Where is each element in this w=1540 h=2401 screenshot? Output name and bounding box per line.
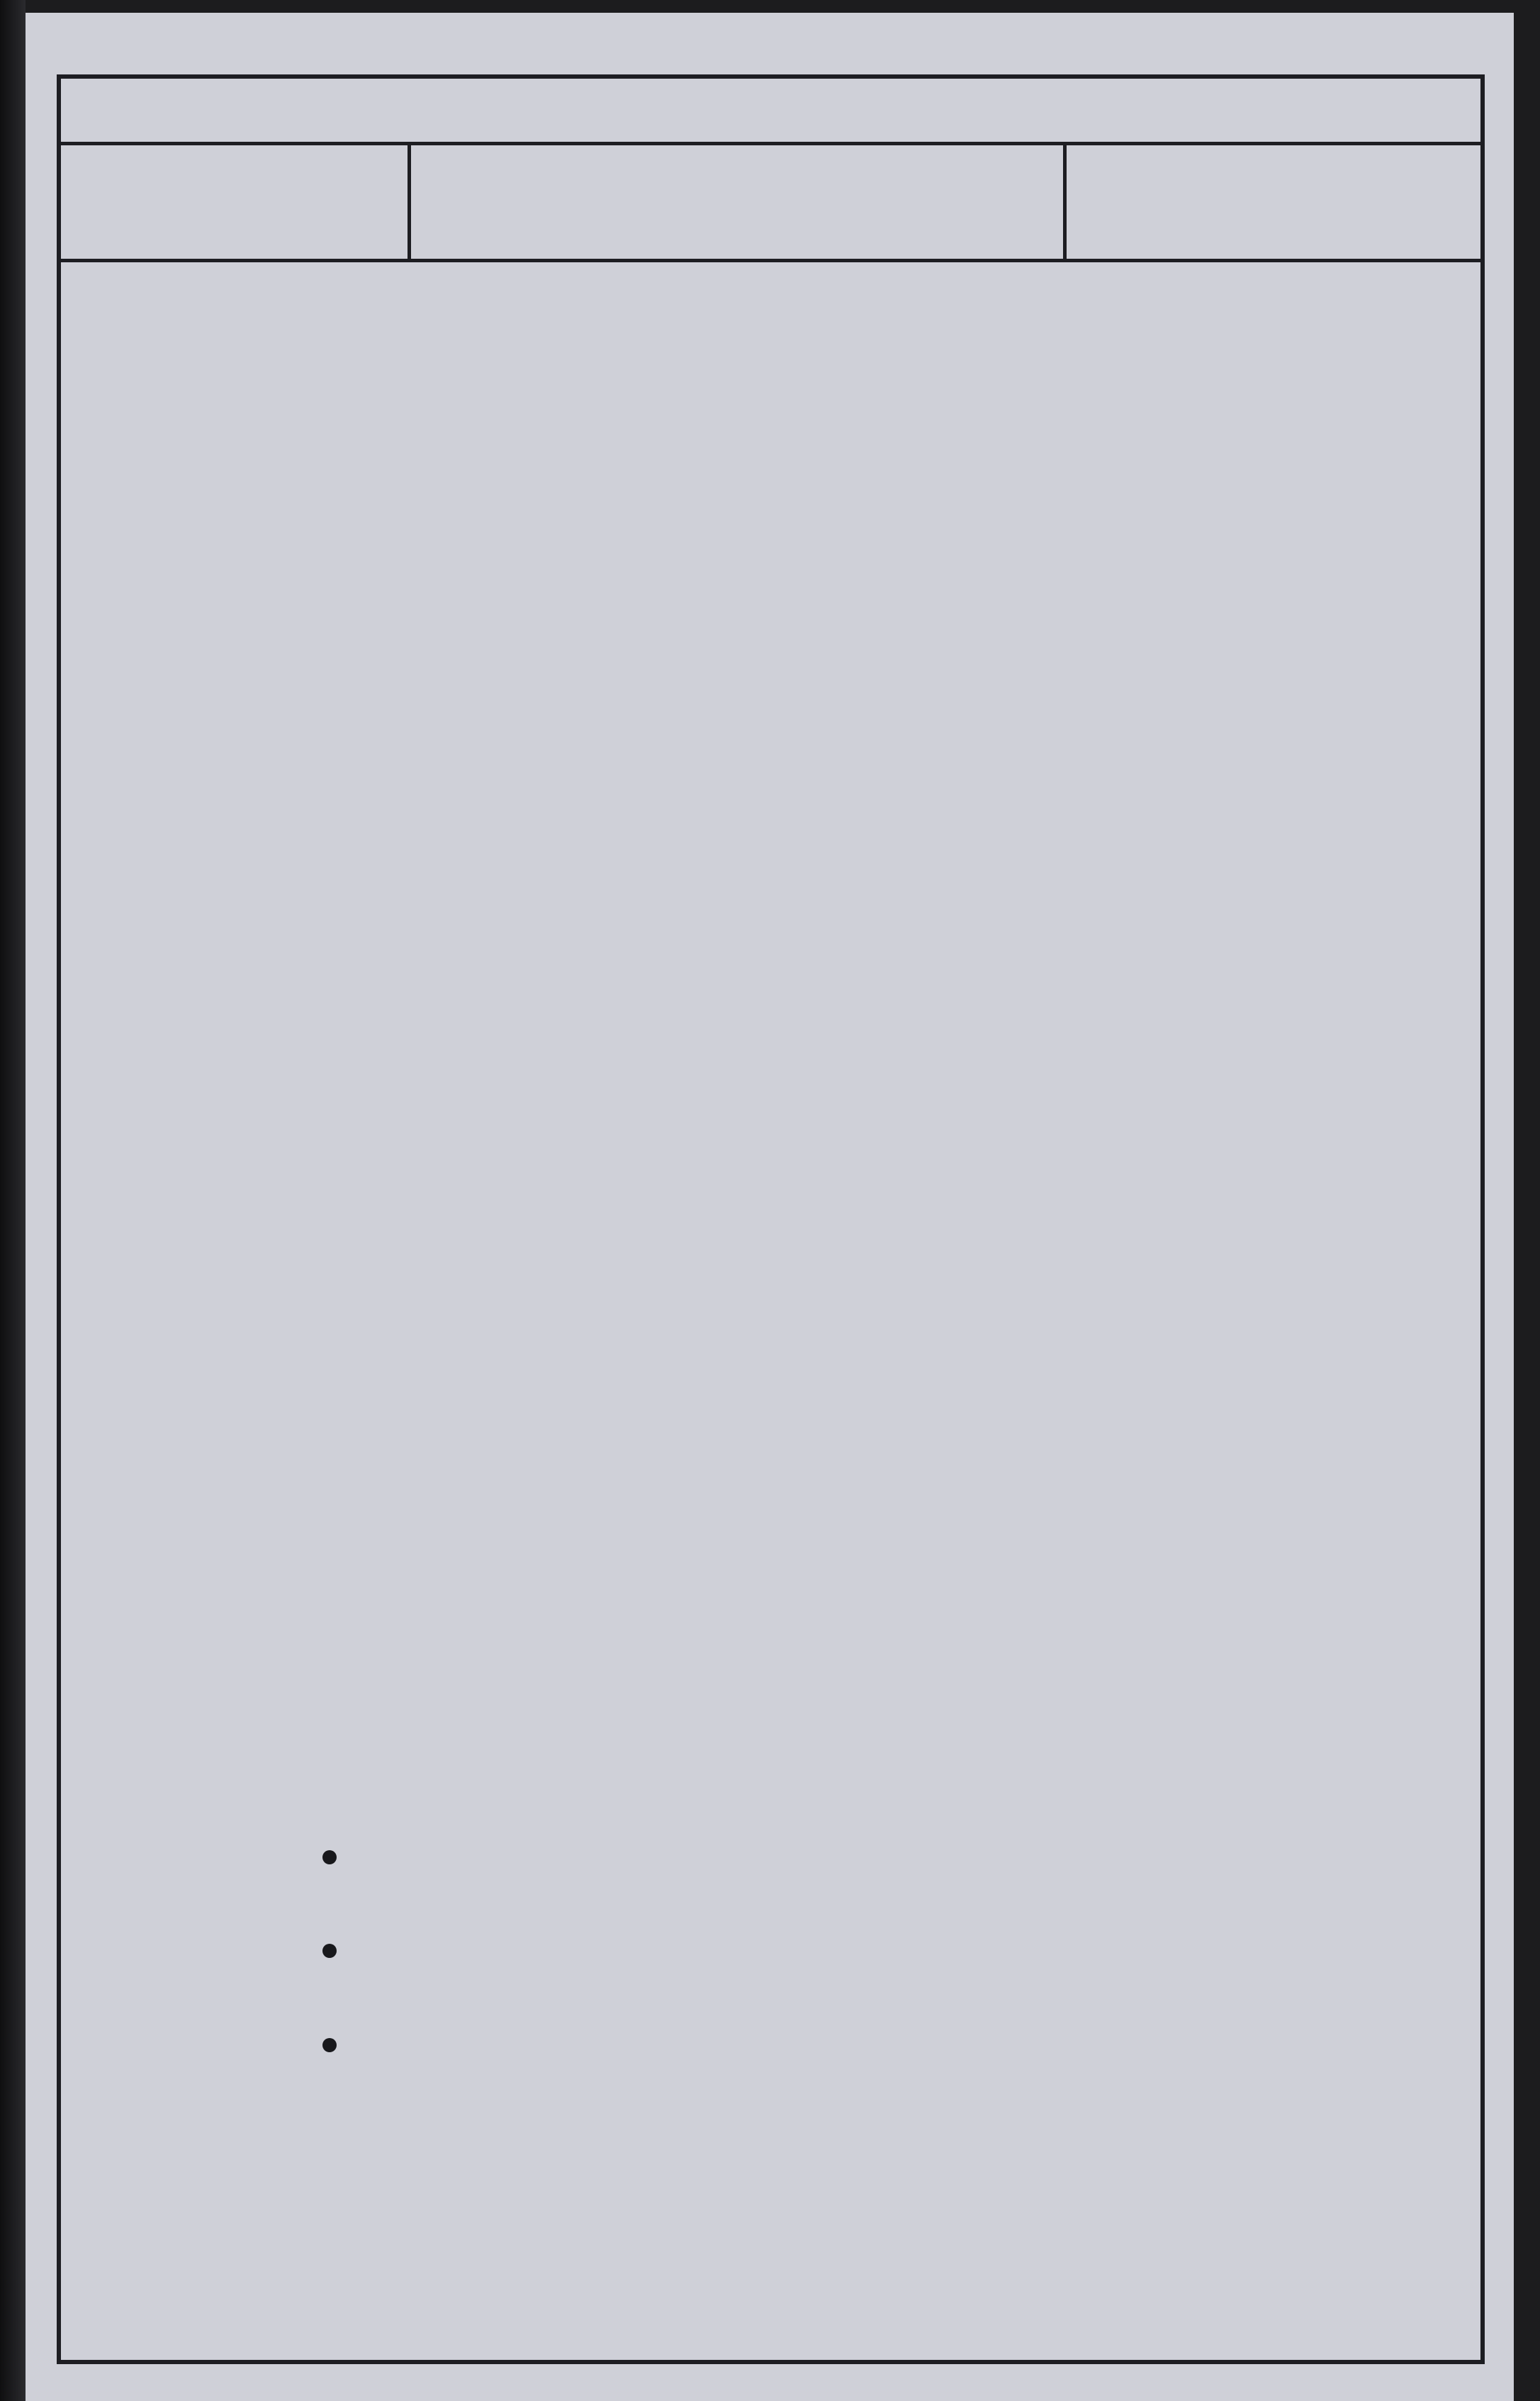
legend-dot-icon <box>322 1944 337 1958</box>
legend-item-2 <box>322 1923 361 1975</box>
legend-dot-icon <box>322 1850 337 1864</box>
legend-item-3 <box>322 2017 361 2069</box>
legend-dot-icon <box>322 2038 337 2052</box>
legend-item-1 <box>322 1829 361 1881</box>
